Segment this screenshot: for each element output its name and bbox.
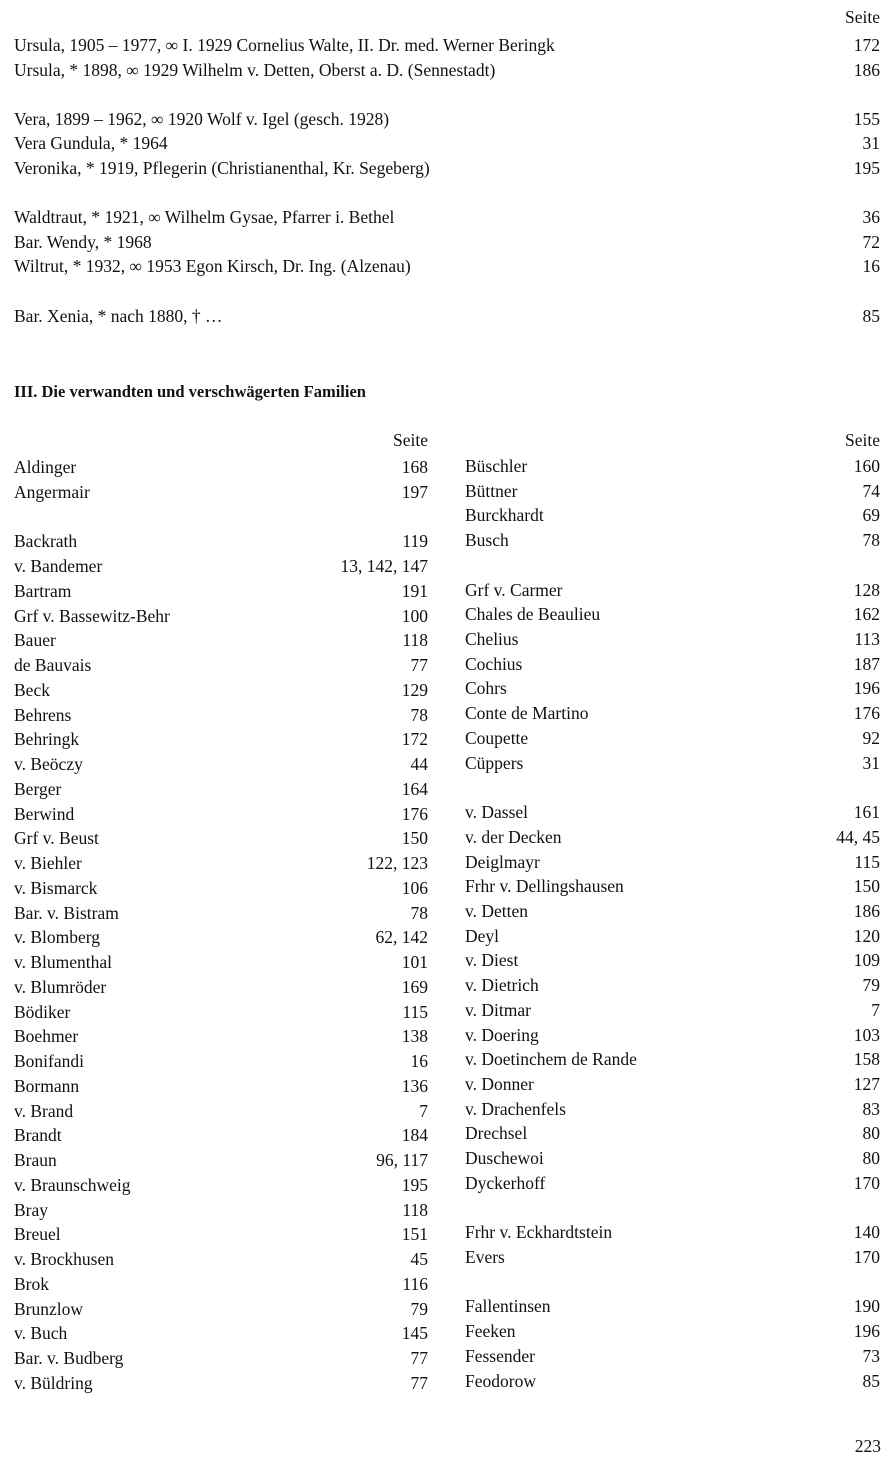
family-row [14, 1049, 428, 1073]
page-reference: 106 [401, 877, 428, 898]
family-row [14, 678, 428, 702]
top-entry-row [14, 230, 880, 254]
top-entry-row [14, 304, 880, 328]
page-reference: 92 [862, 727, 880, 748]
page-reference: 150 [401, 828, 428, 849]
family-row [14, 604, 428, 628]
entry-text: Vera Gundula, * 1964 [14, 133, 168, 154]
family-row [465, 1369, 880, 1393]
family-row [14, 1371, 428, 1395]
family-name: Brandt [14, 1125, 62, 1146]
family-row [465, 899, 880, 923]
family-name: Braun [14, 1150, 57, 1170]
family-row [14, 480, 428, 504]
family-row [465, 1047, 880, 1071]
family-row [465, 602, 880, 626]
family-row [14, 777, 428, 801]
page-reference: 172 [401, 729, 428, 750]
page-reference: 79 [862, 975, 880, 996]
family-name: Feodorow [465, 1370, 536, 1391]
family-name: v. Bandemer [14, 556, 103, 576]
page-reference: 101 [401, 952, 428, 972]
family-row [465, 503, 880, 527]
page-reference: 196 [853, 1321, 880, 1342]
family-row [14, 826, 428, 850]
page-reference: 172 [853, 35, 880, 55]
family-row [14, 1024, 428, 1048]
family-name: v. der Decken [465, 826, 562, 847]
family-name: Büschler [465, 456, 528, 476]
page-reference: 77 [410, 655, 428, 675]
page-reference: 140 [853, 1222, 880, 1243]
family-name: Bar. v. Bistram [14, 902, 119, 923]
page-reference: 128 [853, 579, 880, 600]
page-reference: 77 [410, 1348, 428, 1368]
family-name: Aldinger [14, 457, 77, 477]
entry-text: Bar. Wendy, * 1968 [14, 231, 152, 252]
family-name: v. Diest [465, 950, 519, 971]
family-name: Chelius [465, 629, 519, 650]
family-name: Behringk [14, 729, 80, 750]
family-name: Bartram [14, 580, 72, 601]
family-row [14, 1074, 428, 1098]
page-reference: 44, 45 [836, 826, 880, 847]
family-name: v. Buch [14, 1323, 68, 1344]
family-name: v. Ditmar [465, 999, 531, 1020]
family-name: v. Brand [14, 1100, 74, 1121]
family-name: Frhr v. Dellingshausen [465, 876, 624, 897]
page-reference: 145 [401, 1323, 428, 1344]
family-row [14, 1297, 428, 1321]
page-reference: 77 [410, 1372, 428, 1393]
family-row [465, 825, 880, 849]
page-reference: 127 [853, 1074, 880, 1094]
family-name: Deyl [465, 925, 500, 946]
family-row [465, 1171, 880, 1195]
family-row [465, 973, 880, 997]
family-row [14, 1222, 428, 1246]
family-row [465, 1023, 880, 1047]
family-row [14, 628, 428, 652]
page-reference: 31 [862, 133, 880, 154]
family-row [465, 528, 880, 552]
page-reference: 78 [410, 704, 428, 725]
page-reference: 187 [853, 653, 880, 674]
family-row [14, 1148, 428, 1172]
family-name: Grf v. Bassewitz-Behr [14, 605, 170, 626]
page-reference: 73 [862, 1345, 880, 1366]
page-reference: 197 [401, 481, 428, 502]
family-name: Boehmer [14, 1026, 79, 1047]
page-reference: 151 [401, 1224, 428, 1245]
family-row [14, 1198, 428, 1222]
family-row [14, 455, 428, 479]
family-name: Brok [14, 1273, 49, 1294]
family-name: v. Beöczy [14, 754, 83, 774]
family-row [465, 1097, 880, 1121]
family-name: Backrath [14, 531, 78, 552]
page-reference: 150 [853, 876, 880, 897]
right-seite-header: Seite [845, 430, 880, 450]
family-row [465, 627, 880, 651]
entry-text: Ursula, 1905 – 1977, ∞ I. 1929 Cornelius Walte, II. Dr. med. Werner Beringk [14, 35, 555, 55]
family-name: v. Doetinchem de Rande [465, 1049, 637, 1070]
family-row [14, 1321, 428, 1345]
family-name: Bonifandi [14, 1051, 84, 1071]
family-row [14, 851, 428, 875]
family-name: Drechsel [465, 1123, 528, 1144]
family-row [465, 998, 880, 1022]
entry-text: Vera, 1899 – 1962, ∞ 1920 Wolf v. Igel (gesch. 1928) [14, 108, 390, 129]
page-reference: 129 [401, 679, 428, 700]
page-reference: 44 [410, 754, 428, 774]
page-reference: 164 [401, 778, 428, 799]
family-name: v. Detten [465, 900, 529, 921]
family-row [14, 579, 428, 603]
family-row [465, 454, 880, 478]
page-reference: 176 [853, 703, 880, 724]
family-name: v. Dassel [465, 802, 529, 823]
page-reference: 69 [862, 505, 880, 526]
page-reference: 45 [410, 1249, 428, 1269]
family-row [14, 901, 428, 925]
family-name: Duschewoi [465, 1148, 544, 1169]
page-reference: 155 [853, 108, 880, 129]
family-name: Grf v. Carmer [465, 579, 563, 600]
family-name: Behrens [14, 704, 72, 725]
family-row [465, 676, 880, 700]
family-name: Bödiker [14, 1001, 71, 1022]
page-reference: 80 [862, 1123, 880, 1144]
page-reference: 161 [853, 802, 880, 823]
family-row [14, 1123, 428, 1147]
top-entry-row [14, 131, 880, 155]
page-reference: 195 [853, 158, 880, 178]
family-row [465, 578, 880, 602]
family-name: Chales de Beaulieu [465, 604, 601, 625]
page-reference: 160 [853, 456, 880, 476]
page-reference: 138 [401, 1026, 428, 1047]
family-name: Cochius [465, 653, 523, 674]
page-reference: 115 [402, 1001, 428, 1022]
family-row [14, 876, 428, 900]
page-reference: 96, 117 [376, 1150, 428, 1170]
family-name: Cohrs [465, 678, 507, 699]
family-name: Bar. v. Budberg [14, 1348, 124, 1368]
page-reference: 118 [402, 630, 428, 651]
family-row [14, 554, 428, 578]
family-row [465, 1319, 880, 1343]
page-reference: 74 [862, 480, 880, 501]
page-reference: 80 [862, 1148, 880, 1169]
family-name: Conte de Martino [465, 703, 589, 724]
top-entry-row [14, 205, 880, 229]
family-row [465, 1245, 880, 1269]
family-name: Breuel [14, 1224, 61, 1245]
family-name: v. Doering [465, 1024, 539, 1045]
family-row [465, 800, 880, 824]
family-row [465, 701, 880, 725]
entry-text: Bar. Xenia, * nach 1880, † … [14, 305, 223, 326]
family-row [14, 802, 428, 826]
family-name: Dyckerhoff [465, 1172, 546, 1193]
page-reference: 191 [401, 580, 428, 601]
page-reference: 162 [853, 604, 880, 625]
page-reference: 7 [419, 1100, 428, 1121]
page-reference: 113 [854, 629, 880, 650]
family-row [465, 1294, 880, 1318]
family-row [14, 950, 428, 974]
page-reference: 120 [853, 925, 880, 946]
top-entry-row [14, 58, 880, 82]
page-reference: 195 [401, 1174, 428, 1195]
top-entry-row [14, 107, 880, 131]
entry-text: Veronika, * 1919, Pflegerin (Christianenthal, Kr. Segeberg) [14, 158, 430, 178]
family-name: Büttner [465, 480, 518, 501]
family-name: Cüppers [465, 752, 524, 773]
left-seite-header: Seite [393, 430, 428, 450]
family-row [14, 727, 428, 751]
page-reference: 169 [401, 976, 428, 997]
family-name: Feeken [465, 1321, 516, 1342]
family-name: Berwind [14, 803, 75, 824]
family-name: Bray [14, 1199, 49, 1220]
page-reference: 109 [853, 950, 880, 971]
family-row [14, 1346, 428, 1370]
page-reference: 62, 142 [375, 927, 428, 948]
page-reference: 72 [862, 231, 880, 252]
family-name: Beck [14, 679, 50, 700]
family-name: Angermair [14, 481, 90, 502]
page-reference: 7 [871, 999, 880, 1020]
family-name: Frhr v. Eckhardtstein [465, 1222, 613, 1243]
family-name: Bauer [14, 630, 56, 651]
page-reference: 136 [401, 1075, 428, 1096]
page-reference: 158 [853, 1049, 880, 1070]
page-reference: 85 [862, 1370, 880, 1391]
family-name: Fessender [465, 1345, 535, 1366]
top-entry-row [14, 33, 880, 57]
family-name: v. Blumenthal [14, 952, 113, 972]
page-reference: 83 [862, 1098, 880, 1119]
page-reference: 168 [401, 457, 428, 477]
page-number: 223 [854, 1436, 881, 1456]
page-reference: 103 [853, 1024, 880, 1045]
family-name: Brunzlow [14, 1298, 84, 1319]
family-row [14, 1173, 428, 1197]
family-row [465, 924, 880, 948]
page-reference: 115 [854, 851, 880, 872]
family-name: v. Blumröder [14, 976, 107, 997]
page-reference: 170 [853, 1247, 880, 1268]
page-reference: 116 [402, 1273, 428, 1294]
family-name: Coupette [465, 727, 529, 748]
entry-text: Ursula, * 1898, ∞ 1929 Wilhelm v. Detten, Oberst a. D. (Sennestadt) [14, 59, 496, 80]
family-name: Evers [465, 1247, 505, 1268]
family-row [14, 653, 428, 677]
family-name: Grf v. Beust [14, 828, 99, 849]
family-row [14, 975, 428, 999]
page-reference: 190 [853, 1296, 880, 1317]
family-name: v. Drachenfels [465, 1098, 566, 1119]
page-reference: 31 [862, 752, 880, 773]
family-name: Fallentinsen [465, 1296, 551, 1317]
family-row [14, 1247, 428, 1271]
page-reference: 118 [402, 1199, 428, 1220]
page-reference: 13, 142, 147 [340, 556, 428, 576]
family-row [465, 874, 880, 898]
top-entry-row [14, 156, 880, 180]
family-row [465, 948, 880, 972]
family-row [465, 751, 880, 775]
family-name: v. Donner [465, 1074, 534, 1094]
page-reference: 78 [862, 530, 880, 551]
entry-text: Wiltrut, * 1932, ∞ 1953 Egon Kirsch, Dr. Ing. (Alzenau) [14, 256, 411, 277]
family-row [14, 703, 428, 727]
page-reference: 186 [853, 59, 880, 80]
page-reference: 184 [401, 1125, 428, 1146]
family-row [14, 1272, 428, 1296]
entry-text: Waldtraut, * 1921, ∞ Wilhelm Gysae, Pfarrer i. Bethel [14, 207, 395, 228]
family-row [14, 529, 428, 553]
top-entry-row [14, 254, 880, 278]
family-name: Bormann [14, 1075, 80, 1096]
page-reference: 186 [853, 900, 880, 921]
page-reference: 119 [402, 531, 428, 552]
family-row [465, 1146, 880, 1170]
family-name: Busch [465, 530, 509, 551]
page-reference: 170 [853, 1172, 880, 1193]
family-name: Berger [14, 778, 62, 799]
page-reference: 79 [410, 1298, 428, 1319]
family-row [465, 652, 880, 676]
family-row [465, 1072, 880, 1096]
family-name: v. Brockhusen [14, 1249, 114, 1269]
page-reference: 100 [401, 605, 428, 626]
family-name: v. Dietrich [465, 975, 539, 996]
page-reference: 16 [862, 256, 880, 277]
family-row [14, 1099, 428, 1123]
family-row [14, 925, 428, 949]
family-row [14, 752, 428, 776]
family-name: v. Bismarck [14, 877, 98, 898]
page-reference: 85 [862, 305, 880, 326]
family-name: v. Büldring [14, 1372, 93, 1393]
page-reference: 176 [401, 803, 428, 824]
family-name: Deiglmayr [465, 851, 540, 872]
page-reference: 122, 123 [366, 853, 428, 873]
page-reference: 16 [410, 1051, 428, 1071]
family-name: de Bauvais [14, 655, 92, 675]
top-seite-header: Seite [845, 7, 880, 27]
page-reference: 196 [853, 678, 880, 699]
family-row [465, 1220, 880, 1244]
section-title: III. Die verwandten und verschwägerten Familien [14, 382, 366, 401]
family-row [465, 1121, 880, 1145]
family-name: v. Biehler [14, 853, 82, 873]
page-reference: 36 [862, 207, 880, 228]
family-name: v. Braunschweig [14, 1174, 131, 1195]
family-row [465, 850, 880, 874]
family-row [14, 1000, 428, 1024]
page-reference: 78 [410, 902, 428, 923]
family-name: v. Blomberg [14, 927, 101, 948]
family-name: Burckhardt [465, 505, 544, 526]
family-row [465, 1344, 880, 1368]
family-row [465, 726, 880, 750]
family-row [465, 479, 880, 503]
